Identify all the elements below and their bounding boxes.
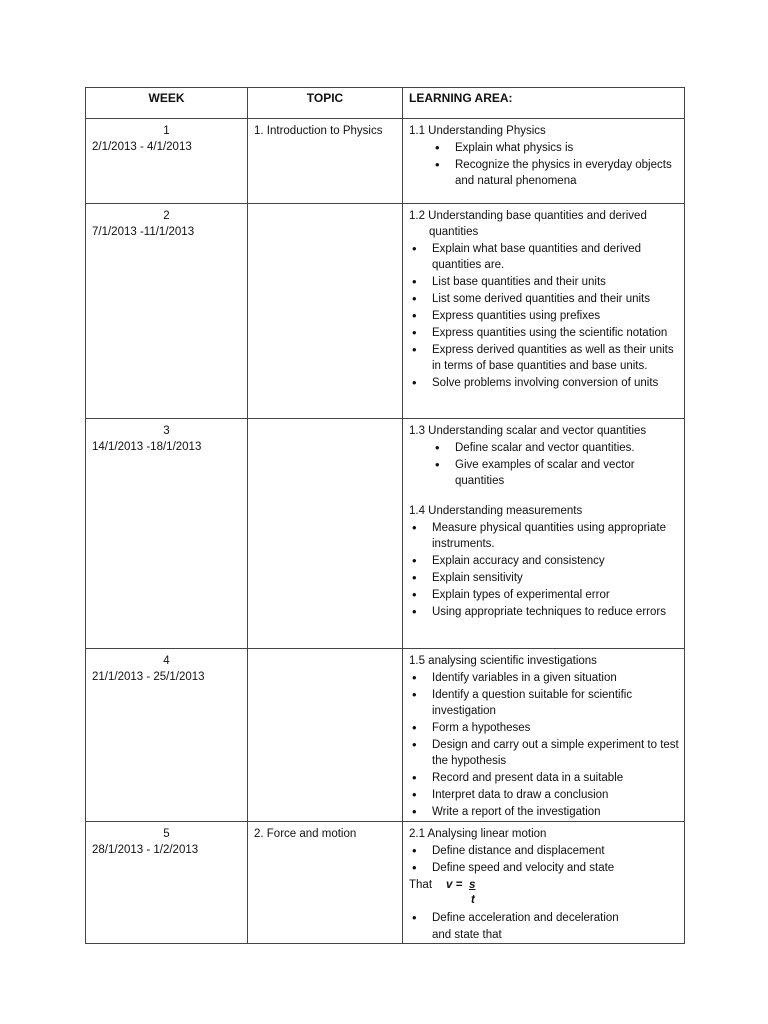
learning-section	[409, 208, 680, 391]
week-row	[86, 119, 685, 204]
bullet-list	[409, 910, 680, 926]
learning-area-cell	[403, 649, 685, 822]
bullet-item: • List some derived quantities and their units	[409, 291, 680, 307]
section-title: 2.1 Analysing linear motion	[409, 828, 547, 840]
week-cell	[86, 119, 248, 204]
bullet-list	[409, 140, 680, 189]
bullet-item: • Design and carry out a simple experiment to test the hypothesis	[409, 737, 680, 769]
bullet-item: • Explain types of experimental error	[409, 587, 680, 603]
formula-prefix: That	[409, 879, 433, 891]
bullet-list	[409, 670, 680, 820]
topic-cell	[248, 649, 403, 822]
learning-area-cell	[403, 119, 685, 204]
bullet-item: • Interpret data to draw a conclusion	[409, 787, 680, 803]
section-title: 1.4 Understanding measurements	[409, 505, 583, 517]
learning-area-cell	[403, 822, 685, 944]
week-dates: 7/1/2013 -11/1/2013	[92, 226, 195, 238]
bullet-item: • Measure physical quantities using appropriate instruments.	[409, 520, 680, 552]
schedule-table	[85, 87, 685, 944]
bullet-item: • Record and present data in a suitable	[409, 770, 680, 786]
week-cell	[86, 419, 248, 649]
week-number: 5	[163, 828, 170, 840]
header-row	[86, 88, 685, 119]
week-row	[86, 649, 685, 822]
bullet-item: • Define distance and displacement	[409, 843, 680, 859]
section-title: 1.1 Understanding Physics	[409, 125, 546, 137]
bullet-list	[409, 440, 680, 489]
week-dates: 21/1/2013 - 25/1/2013	[92, 671, 205, 683]
bullet-item: • List base quantities and their units	[409, 274, 680, 290]
section-title-continued: quantities	[429, 226, 479, 238]
bullet-item: • Form a hypotheses	[409, 720, 680, 736]
bullet-item: • Identify a question suitable for scientific investigation	[409, 687, 680, 719]
bullet-item: • Explain sensitivity	[409, 570, 680, 586]
bullet-list	[409, 843, 680, 876]
week-dates: 28/1/2013 - 1/2/2013	[92, 844, 199, 856]
formula-lhs: v =	[446, 879, 463, 891]
week-number: 4	[163, 655, 170, 667]
continuation-text: and state that	[432, 929, 502, 941]
bullet-item: • Define scalar and vector quantities.	[409, 440, 680, 456]
week-header: WEEK	[86, 88, 248, 119]
learning-area-cell	[403, 204, 685, 419]
bullet-item: • Using appropriate techniques to reduce errors	[409, 604, 680, 620]
speed-formula	[409, 877, 680, 909]
section-title: 1.5 analysing scientific investigations	[409, 655, 597, 667]
bullet-item: • Write a report of the investigation	[409, 804, 680, 820]
bullet-item: • Solve problems involving conversion of units	[409, 375, 680, 391]
section-title: 1.3 Understanding scalar and vector quantities	[409, 425, 647, 437]
bullet-item: • Define speed and velocity and state	[409, 860, 680, 876]
topic-cell	[248, 119, 403, 204]
week-cell	[86, 649, 248, 822]
learning-section	[409, 503, 680, 620]
week-dates: 2/1/2013 - 4/1/2013	[92, 141, 192, 153]
week-cell	[86, 822, 248, 944]
bullet-item: • Define acceleration and deceleration	[409, 910, 680, 926]
formula-denominator: t	[471, 894, 475, 906]
week-number: 3	[163, 425, 170, 437]
topic-cell	[248, 419, 403, 649]
bullet-item: • Explain what physics is	[409, 140, 680, 156]
week-number: 1	[163, 125, 170, 137]
week-cell	[86, 204, 248, 419]
bullet-list	[409, 520, 680, 620]
topic-text: 2. Force and motion	[254, 828, 357, 840]
bullet-item: • Give examples of scalar and vector quantities	[409, 457, 680, 489]
bullet-item: • Identify variables in a given situation	[409, 670, 680, 686]
topic-header: TOPIC	[248, 88, 403, 119]
learning-section	[409, 423, 680, 489]
learning-section	[409, 826, 680, 943]
week-dates: 14/1/2013 -18/1/2013	[92, 441, 202, 453]
bullet-list	[409, 241, 680, 391]
topic-cell	[248, 822, 403, 944]
week-row	[86, 822, 685, 944]
week-number: 2	[163, 210, 170, 222]
bullet-item: • Explain accuracy and consistency	[409, 553, 680, 569]
bullet-item: • Express derived quantities as well as their units in terms of base quantities and base units.	[409, 342, 680, 374]
bullet-item: • Express quantities using the scientific notation	[409, 325, 680, 341]
learning-section	[409, 653, 680, 820]
bullet-item: • Recognize the physics in everyday objects and natural phenomena	[409, 157, 680, 189]
section-title: 1.2 Understanding base quantities and derived	[409, 210, 647, 222]
topic-cell	[248, 204, 403, 419]
learning-section	[409, 123, 680, 189]
learning-area-cell	[403, 419, 685, 649]
formula-numerator: s	[469, 879, 476, 891]
bullet-item: • Express quantities using prefixes	[409, 308, 680, 324]
week-row	[86, 419, 685, 649]
bullet-item: • Explain what base quantities and derived quantities are.	[409, 241, 680, 273]
topic-text: 1. Introduction to Physics	[254, 125, 383, 137]
learning-area-header: LEARNING AREA:	[403, 88, 685, 119]
week-row	[86, 204, 685, 419]
